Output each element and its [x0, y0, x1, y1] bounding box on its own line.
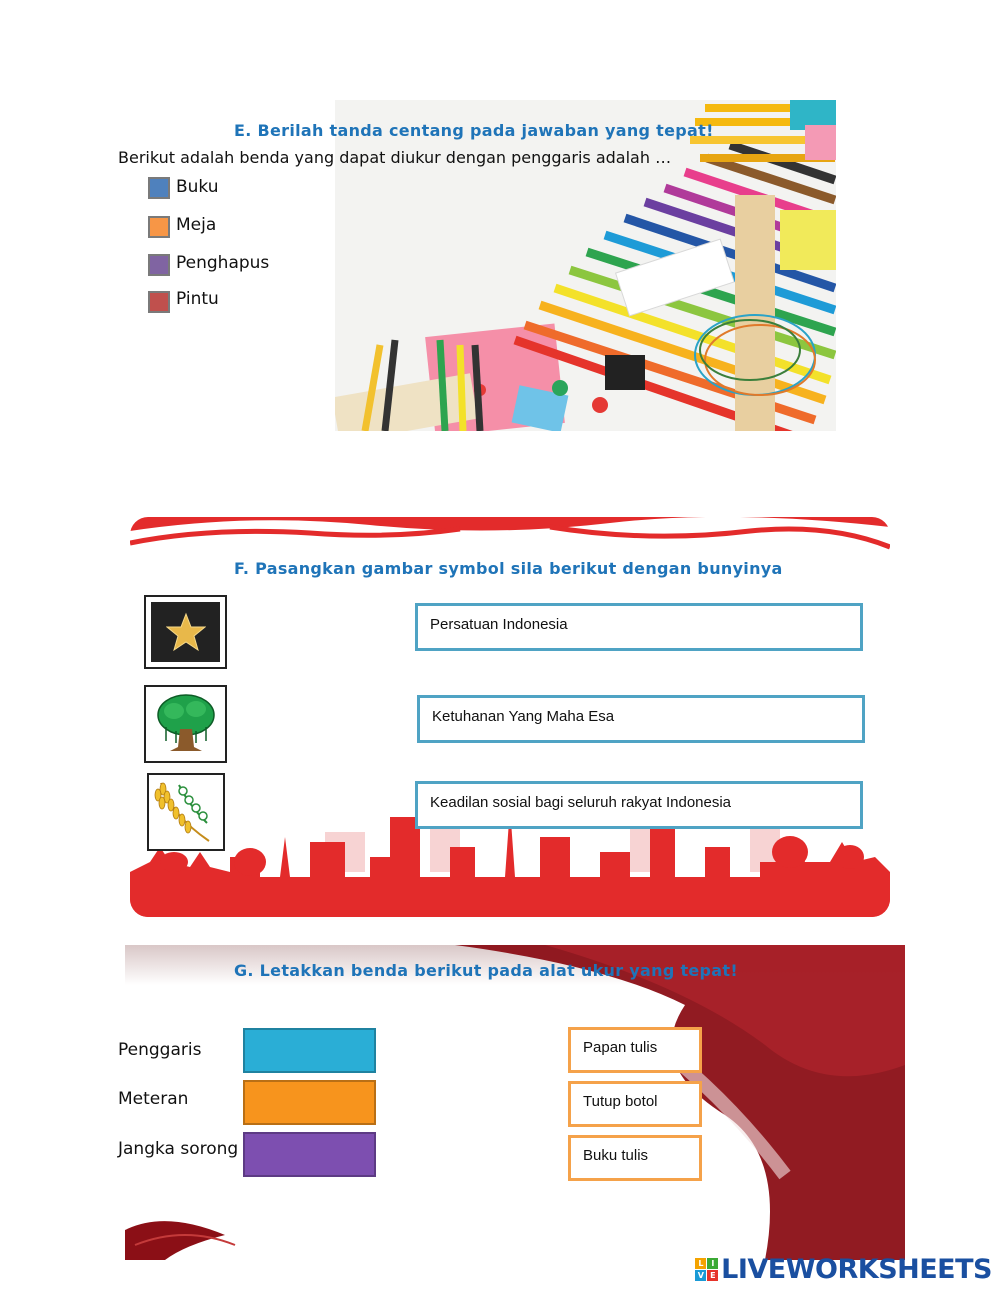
option-label-buku: Buku	[176, 177, 219, 197]
star-symbol-card[interactable]	[144, 595, 227, 669]
section-g-card	[125, 945, 905, 1260]
liveworksheets-logo	[695, 1254, 992, 1285]
option-label-meja: Meja	[176, 215, 217, 235]
answer-box-persatuan[interactable]: Persatuan Indonesia	[415, 603, 863, 651]
draggable-buku-tulis[interactable]: Buku tulis	[568, 1135, 702, 1181]
brand-name: LIVEWORKSHEETS	[721, 1254, 992, 1285]
option-box-meja[interactable]	[148, 216, 170, 238]
tool-label-penggaris: Penggaris	[118, 1040, 202, 1060]
draggable-tutup-botol[interactable]: Tutup botol	[568, 1081, 702, 1127]
tool-label-jangka-sorong: Jangka sorong	[118, 1139, 239, 1159]
banyan-symbol-card[interactable]	[144, 685, 227, 763]
option-label-penghapus: Penghapus	[176, 253, 270, 273]
drop-zone-meteran[interactable]	[243, 1080, 376, 1125]
section-g-title: G. Letakkan benda berikut pada alat ukur yang tepat!	[234, 961, 738, 980]
star-icon	[151, 602, 220, 662]
tool-label-meteran: Meteran	[118, 1089, 189, 1109]
draggable-papan-tulis[interactable]: Papan tulis	[568, 1027, 702, 1073]
option-box-penghapus[interactable]	[148, 254, 170, 276]
option-box-pintu[interactable]	[148, 291, 170, 313]
maroon-swirl-background	[125, 945, 905, 1260]
drop-zone-jangka-sorong[interactable]	[243, 1132, 376, 1177]
section-f-title: F. Pasangkan gambar symbol sila berikut dengan bunyinya	[234, 559, 783, 578]
banyan-tree-icon	[146, 687, 225, 761]
rice-cotton-symbol-card[interactable]	[147, 773, 225, 851]
rice-cotton-icon	[149, 775, 223, 849]
question-text: Berikut adalah benda yang dapat diukur dengan penggaris adalah …	[118, 148, 672, 167]
live-logo-icon: L I V E	[695, 1258, 718, 1281]
option-label-pintu: Pintu	[176, 289, 219, 309]
answer-box-keadilan[interactable]: Keadilan sosial bagi seluruh rakyat Indonesia	[415, 781, 863, 829]
drop-zone-penggaris[interactable]	[243, 1028, 376, 1073]
option-box-buku[interactable]	[148, 177, 170, 199]
answer-box-ketuhanan[interactable]: Ketuhanan Yang Maha Esa	[417, 695, 865, 743]
section-e-title: E. Berilah tanda centang pada jawaban yang tepat!	[234, 121, 714, 140]
